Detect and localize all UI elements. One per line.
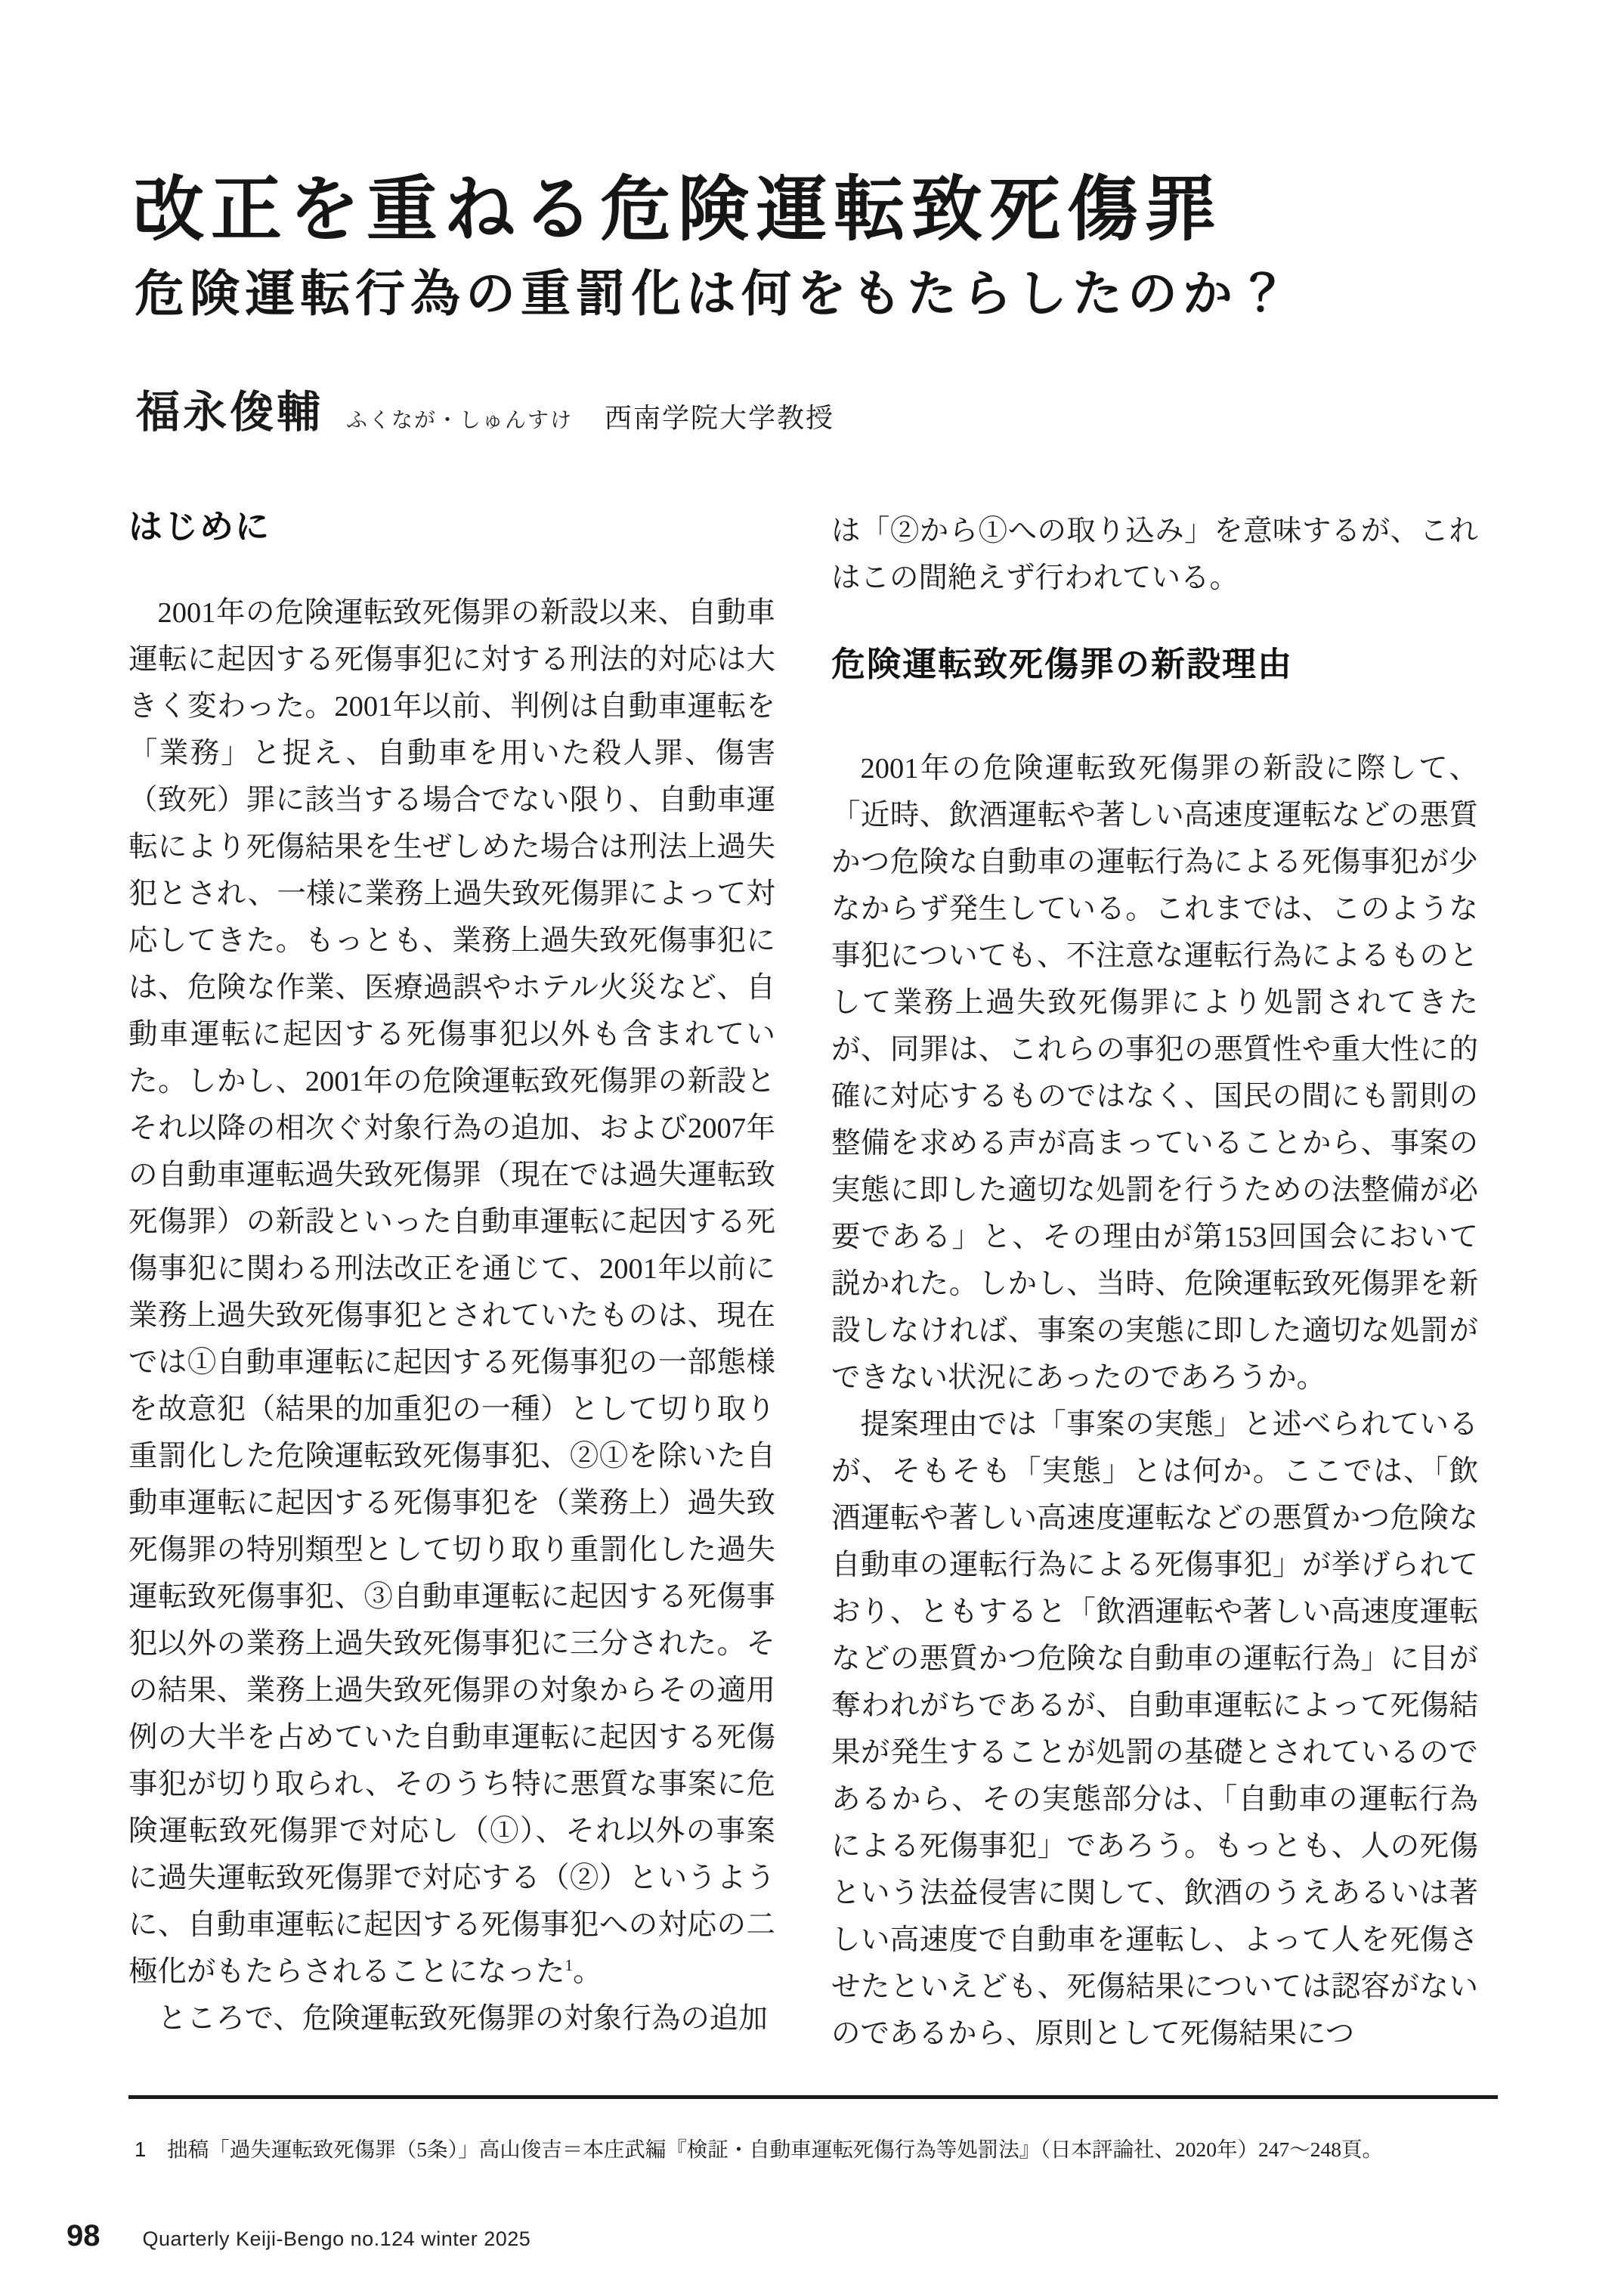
author-affiliation: 西南学院大学教授 (605, 403, 835, 433)
right-column (831, 508, 1478, 2057)
footnote (135, 2133, 1525, 2166)
article-title: 改正を重ねる危険運転致死傷罪 (133, 169, 1223, 249)
left-paragraph-2: ところで、危険運転致死傷罪の対象行為の追加 (157, 2002, 768, 2035)
left-paragraph-1 (128, 590, 775, 1995)
left-paragraph-1-period: 。 (573, 1955, 602, 1988)
right-paragraph-1: 2001年の危険運転致死傷罪の新設に際して、「近時、飲酒運転や著しい高速度運転などの悪質かつ危険な自動車の運転行為による死傷事犯が少なからず発生している。これまでは、このような事犯についても、不注意な運転行為によるものとして業務上過失致死傷罪により処罰されてきたが、同罪は、これらの事犯の悪質性や重大性に的確に対応するものではなく、国民の間にも罰則の整備を求める声が高まっていることから、事案の実態に即した適切な処罰を行うための法整備が必要である」と、その理由が第153回国会において説かれた。しかし、当時、危険運転致死傷罪を新設しなければ、事案の実態に即した適切な処罰ができない状況にあったのであろうか。 (831, 752, 1478, 1394)
left-column (128, 508, 775, 2042)
section-heading-introduction: はじめに (128, 508, 271, 546)
footnote-number: 1 (135, 2138, 147, 2161)
author-name: 福永俊輔 (136, 388, 324, 437)
article-subtitle: 危険運転行為の重罰化は何をもたらしたのか？ (135, 265, 1293, 321)
footnote-divider-rule (128, 2095, 1498, 2099)
author-line (136, 376, 834, 440)
journal-name: Quarterly Keiji-Bengo no.124 winter 2025 (142, 2227, 531, 2250)
page-number: 98 (67, 2219, 101, 2252)
footnote-text: 拙稿「過失運転致死傷罪（5条）」高山俊吉＝本庄武編『検証・自動車運転死傷行為等処罰法』（日本評論社、2020年）247～248頁。 (167, 2138, 1384, 2161)
page-footer (67, 2219, 531, 2253)
right-continuation-paragraph: は「②から①への取り込み」を意味するが、これはこの間絶えず行われている。 (831, 515, 1478, 594)
left-paragraph-1-text: 2001年の危険運転致死傷罪の新設以来、自動車運転に起因する死傷事犯に対する刑法的対応は大きく変わった。2001年以前、判例は自動車運転を「業務」と捉え、自動車を用いた殺人罪、傷害（致死）罪に該当する場合でない限り、自動車運転により死傷結果を生ぜしめた場合は刑法上過失犯とされ、一様に業務上過失致死傷罪によって対応してきた。もっとも、業務上過失致死傷事犯には、危険な作業、医療過誤やホテル火災など、自動車運転に起因する死傷事犯以外も含まれていた。しかし、2001年の危険運転致死傷罪の新設とそれ以降の相次ぐ対象行為の追加、および2007年の自動車運転過失致死傷罪（現在では過失運転致死傷罪）の新設といった自動車運転に起因する死傷事犯に関わる刑法改正を通じて、2001年以前に業務上過失致死傷事犯とされていたものは、現在では①自動車運転に起因する死傷事犯の一部態様を故意犯（結果的加重犯の一種）として切り取り重罰化した危険運転致死傷事犯、②①を除いた自動車運転に起因する死傷事犯を（業務上）過失致死傷罪の特別類型として切り取り重罰化した過失運転致死傷事犯、③自動車運転に起因する死傷事犯以外の業務上過失致死傷事犯に三分された。その結果、業務上過失致死傷罪の対象からその適用例の大半を占めていた自動車運転に起因する死傷事犯が切り取られ、そのうち特に悪質な事案に危険運転致死傷罪で対応し（①）、それ以外の事案に過失運転致死傷罪で対応する（②）というように、自動車運転に起因する死傷事犯への対応の二極化がもたらされることになった (128, 596, 775, 1988)
right-paragraph-2: 提案理由では「事案の実態」と述べられているが、そもそも「実態」とは何か。ここでは、「飲酒運転や著しい高速度運転などの悪質かつ危険な自動車の運転行為による死傷事犯」が挙げられており、ともすると「飲酒運転や著しい高速度運転などの悪質かつ危険な自動車の運転行為」に目が奪われがちであるが、自動車運転によって死傷結果が発生することが処罰の基礎とされているのであるから、その実態部分は、「自動車の運転行為による死傷事犯」であろう。もっとも、人の死傷という法益侵害に関して、飲酒のうえあるいは著しい高速度で自動車を運転し、よって人を死傷させたといえども、死傷結果については認容がないのであるから、原則として死傷結果につ (831, 1408, 1478, 2050)
author-kana: ふくなが・しゅんすけ (346, 409, 574, 432)
footnote-ref-1: 1 (565, 1955, 574, 1974)
section-heading-reason-for-creation: 危険運転致死傷罪の新設理由 (831, 645, 1294, 683)
